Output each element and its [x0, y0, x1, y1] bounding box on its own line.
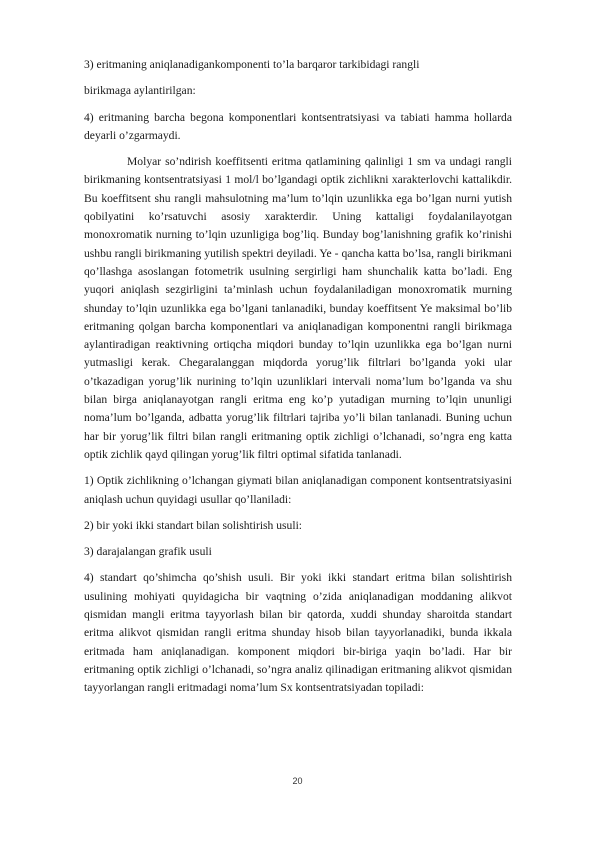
paragraph-method-standard: 2) bir yoki ikki standart bilan solishtirish usuli:: [84, 518, 303, 532]
page-number: 20: [292, 776, 303, 786]
paragraph-molar-coefficient: Molyar so’ndirish koeffitsenti eritma qatlamining qalinligi 1 sm va undagi rangli birikmaning kontsentratsiyasi 1 mol/l bo’lgandagi optik zichlikni xarakterlovchi kattalikdir. Bu koeffitsent shu rangli mahsulotning ma’lum to’lqin uzunlikka ega bo’lgan nurni yutish qobilyatini ko’rsatuvchi asosiy xarakterdir. Uning kattaligi foydalanilayotgan monoxromatik nurning to’lqin uzunligiga bog’liq. Bunday bog’lanishning grafik ko’rinishi ushbu rangli birikmaning yutilish spektri deyiladi. Ye - qancha katta bo’lsa, rangli birikmani qo’llashga asoslangan fotometrik usulning sergirligi ham shunchalik katta bo’ladi. Eng yuqori aniqlash sezgirligini ta’minlash uchun foydalaniladigan monoxromatik murning shunday to’lqin uzunlikka ega bo’lgani tanlanadiki, bunday koeffitsent Ye maksimal bo’lib eritmaning qolgan barcha komponentlari va aniqlanadigan komponentni rangli birikmaga aylantiradigan reaktivning ortiqcha miqdori bunday to’lqin uzunlikka ega bo’lgan nurni yutmasligi kerak. Chegaralanggan miqdorda yorug’lik filtrlari bo’lganda yoki ular o’tkazadigan yorug’lik nurining to’lqin uzunliklari intervali noma’lum bo’lganda va shu bilan birga aniqlanayotgan rangli eritma eng ko’p yutadigan murning to’lqin ununligi noma’lum bo’lganda, adbatta yorug’lik filtrlari tajriba yo’li bilan tanlanadi. Buning uchun har bir yorug’lik filtri bilan rangli eritmaning optik zichligi o’lchanadi, so’ngra eng katta optik zichlik qayd qilingan yorug’lik filtri optimal sifatida tanlanadi.: [84, 155, 512, 461]
paragraph-item-3: 3) eritmaning aniqlanadigankomponenti to’la barqaror tarkibidagi rangli: [84, 58, 420, 71]
paragraph-method-graph: 3) darajalangan grafik usuli: [84, 545, 212, 559]
paragraph-item-4: 4) eritmaning barcha begona komponentlari kontsentratsiyasi va tabiati hamma hollarda deyarli o’zgarmaydi.: [84, 110, 512, 142]
document-page: [84, 56, 512, 698]
paragraph-methods-intro: 1) Optik zichlikning o’lchangan giymati bilan aniqlanadigan component kontsentratsiyasini aniqlash uchun quyidagi usullar qo’llaniladi:: [84, 474, 512, 506]
paragraph-method-addition: 4) standart qo’shimcha qo’shish usuli. Bir yoki ikki standart eritma bilan solishtirish usulining mohiyati quyidagicha bir vaqtning o’zida aniqlanadigan moddaning alikvot qismidan mangli eritma tayyorlash bilan bir qatorda, xuddi shunday sharoitda standart eritma alikvot qismidan rangli eritma shunday hisob bilan tayyorlanadiki, bunda ikkala eritmada ham aniqlanadigan. komponent miqdori bir-biriga yaqin bo’ladi. Har bir eritmaning optik zichligi o’lchanadi, so’ngra analiz qilinadigan eritmaning alikvot qismidan tayyorlangan rangli eritmadagi noma’lum Sx kontsentratsiyadan topiladi:: [84, 571, 512, 695]
paragraph-item-3-continuation: birikmaga aylantirilgan:: [84, 84, 196, 98]
